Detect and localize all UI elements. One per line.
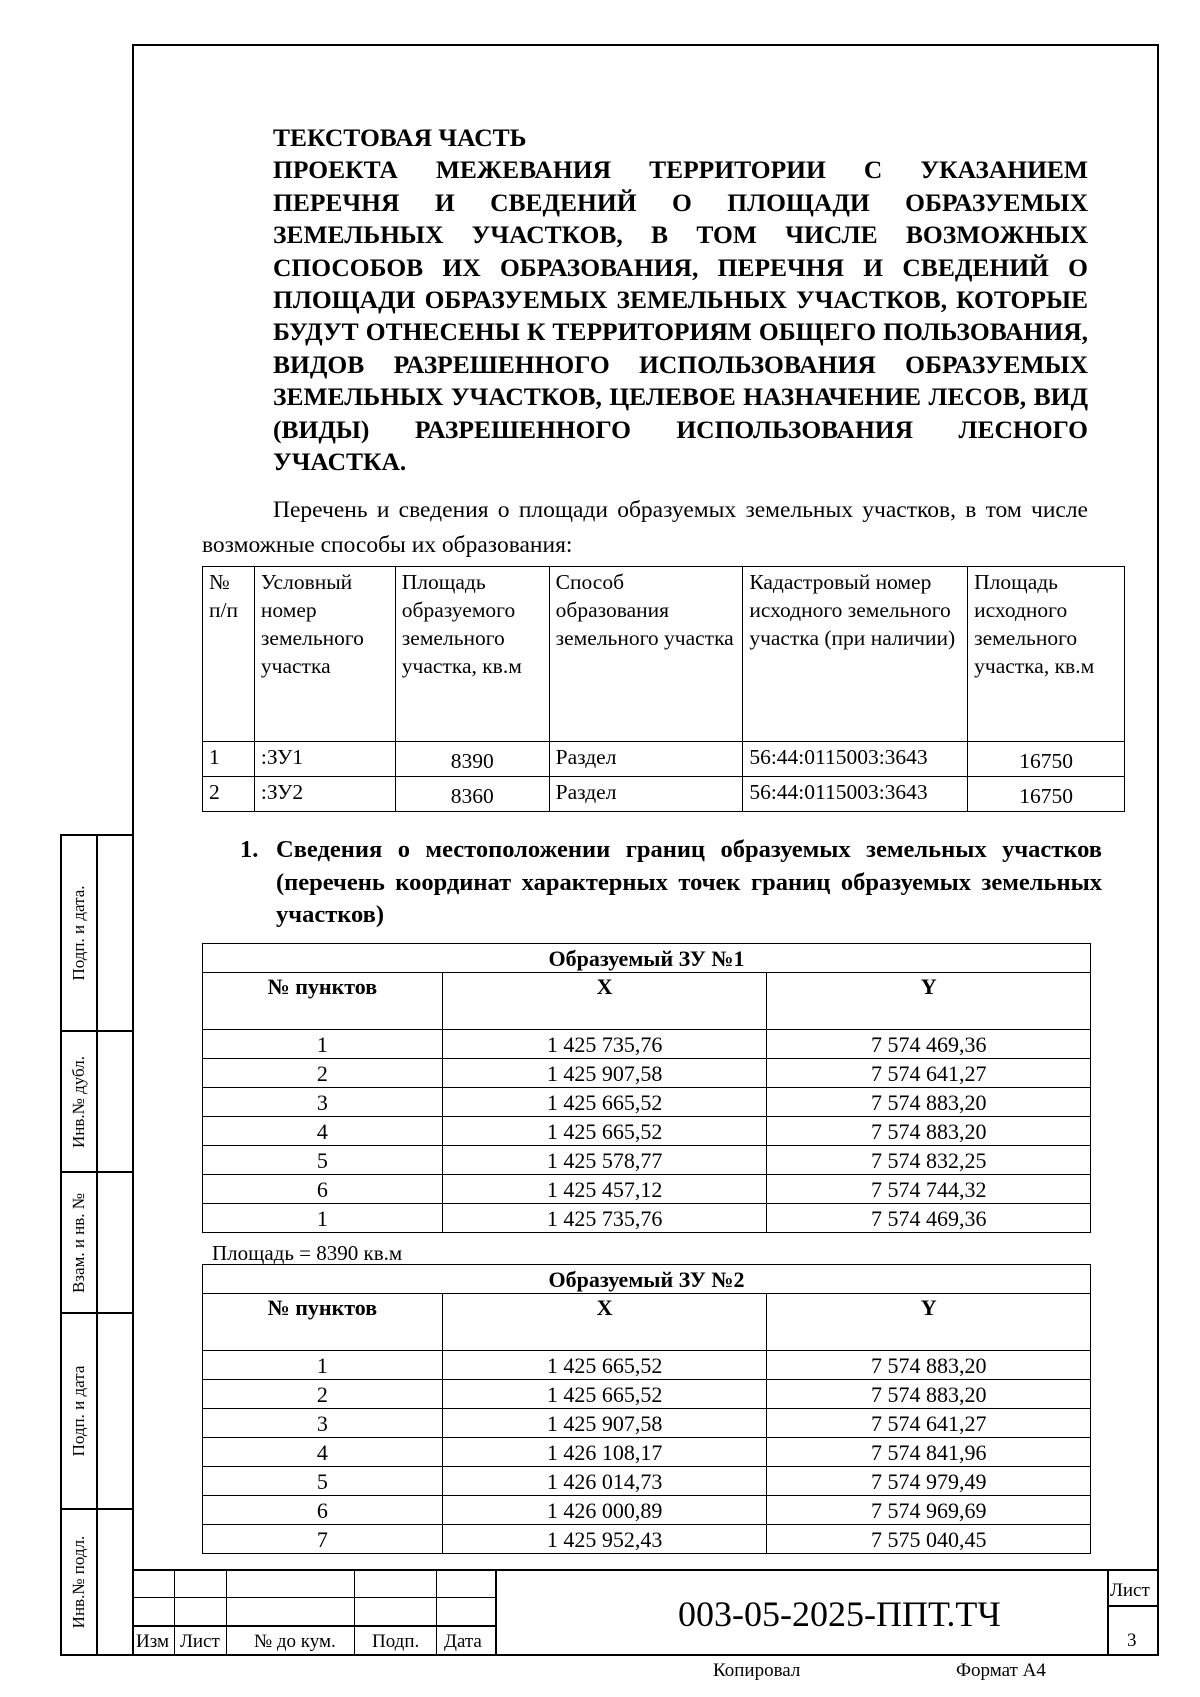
cell: 1 [203, 742, 255, 777]
zu2-col-x: X [442, 1294, 767, 1351]
th-cadastral: Кадастровый номер исходного земельного участка (при наличии) [743, 567, 968, 742]
table-row [203, 1351, 1091, 1380]
table-row [203, 1146, 1091, 1175]
side-cell-vzam [60, 1171, 134, 1314]
zu1-title: Образуемый ЗУ №1 [203, 944, 1091, 973]
cell: 1 425 578,77 [442, 1146, 767, 1175]
cell: :ЗУ2 [254, 777, 395, 812]
cell: 7 574 883,20 [767, 1088, 1091, 1117]
cell: 7 [203, 1525, 443, 1554]
cell: 16750 [968, 777, 1125, 812]
cell: 6 [203, 1175, 443, 1204]
section-title: Сведения о местоположении границ образуемых земельных участков (перечень координат характерных точек границ образуемых земельных участков) [276, 836, 1102, 928]
th-source-area: Площадь исходного земельного участка, кв.м [968, 567, 1125, 742]
document-code: 003-05-2025-ППТ.ТЧ [678, 1594, 1001, 1634]
table-row [203, 1175, 1091, 1204]
cell: 1 425 665,52 [442, 1351, 767, 1380]
cell: 1 [203, 1204, 443, 1233]
tb-podp: Подп. [372, 1631, 420, 1652]
side-cell-sign-date [60, 834, 134, 1032]
cell: Раздел [549, 742, 743, 777]
side-label-inv-dubl: Инв.№ дубл. [69, 1055, 88, 1148]
heading-body: ПРОЕКТА МЕЖЕВАНИЯ ТЕРРИТОРИИ С УКАЗАНИЕМ ПЕРЕЧНЯ И СВЕДЕНИЙ О ПЛОЩАДИ ОБРАЗУЕМЫХ ЗЕМЕЛЬНЫХ УЧАСТКОВ, В ТОМ ЧИСЛЕ ВОЗМОЖНЫХ СПОСОБОВ ИХ ОБРАЗОВАНИЯ, ПЕРЕЧНЯ И СВЕДЕНИЙ О ПЛОЩАДИ ОБРАЗУЕМЫХ ЗЕМЕЛЬНЫХ УЧАСТКОВ, КОТОРЫЕ БУДУТ ОТНЕСЕНЫ К ТЕРРИТОРИЯМ ОБЩЕГО ПОЛЬЗОВАНИЯ, ВИДОВ РАЗРЕШЕННОГО ИСПОЛЬЗОВАНИЯ ОБРАЗУЕМЫХ ЗЕМЕЛЬНЫХ УЧАСТКОВ, ЦЕЛЕВОЕ НАЗНАЧЕНИЕ ЛЕСОВ, ВИД (ВИДЫ) РАЗРЕШЕННОГО ИСПОЛЬЗОВАНИЯ ЛЕСНОГО УЧАСТКА. [273, 155, 1088, 477]
cell: 7 574 883,20 [767, 1117, 1091, 1146]
intro-text: Перечень и сведения о площади образуемых земельных участков, в том числе возможные способы их образования: [202, 497, 1088, 558]
footer-copied: Копировал [713, 1660, 801, 1681]
table-row [203, 1496, 1091, 1525]
cell: 4 [203, 1117, 443, 1146]
cell: 7 574 469,36 [767, 1204, 1091, 1233]
cell: 1 425 735,76 [442, 1204, 767, 1233]
cell: 1 426 014,73 [442, 1467, 767, 1496]
cell: 5 [203, 1146, 443, 1175]
heading-line-1: ТЕКСТОВАЯ ЧАСТЬ [273, 123, 527, 152]
cell: 7 574 979,49 [767, 1467, 1091, 1496]
tb-data: Дата [444, 1631, 482, 1652]
cell: 7 575 040,45 [767, 1525, 1091, 1554]
table-row [203, 1059, 1091, 1088]
footer-format: Формат А4 [956, 1660, 1046, 1681]
side-label-inv-podl: Инв.№ подл. [69, 1535, 88, 1629]
cell: 7 574 641,27 [767, 1059, 1091, 1088]
cell: 8390 [395, 742, 549, 777]
section-heading [240, 834, 1102, 932]
intro-paragraph [202, 493, 1088, 563]
cell: 3 [203, 1088, 443, 1117]
cell: 56:44:0115003:3643 [743, 742, 968, 777]
cell: 7 574 832,25 [767, 1146, 1091, 1175]
cell: 16750 [968, 742, 1125, 777]
table-row [203, 1088, 1091, 1117]
side-cell-sign-date-2 [60, 1312, 134, 1510]
cell: 2 [203, 1059, 443, 1088]
cell: 2 [203, 1380, 443, 1409]
table-row [203, 1117, 1091, 1146]
side-stamp [60, 834, 134, 1656]
cell: 1 425 665,52 [442, 1380, 767, 1409]
cell: 1 [203, 1351, 443, 1380]
side-label-vzam: Взам. и нв. № [69, 1192, 88, 1293]
table-row [203, 1409, 1091, 1438]
side-label-sign-date: Подп. и дата. [69, 885, 88, 981]
zu1-col-no: № пунктов [203, 973, 443, 1030]
table-row [203, 1204, 1091, 1233]
side-cell-inv-dubl [60, 1030, 134, 1173]
cell: 7 574 883,20 [767, 1380, 1091, 1409]
cell: 6 [203, 1496, 443, 1525]
cell: 7 574 883,20 [767, 1351, 1091, 1380]
zu2-title: Образуемый ЗУ №2 [203, 1265, 1091, 1294]
cell: 1 425 735,76 [442, 1030, 767, 1059]
cell: 1 425 907,58 [442, 1059, 767, 1088]
zu2-rows [203, 1351, 1091, 1554]
document-heading [202, 122, 1088, 478]
tb-izm: Изм [136, 1631, 169, 1652]
sheet-number: 3 [1127, 1630, 1137, 1651]
cell: 7 574 969,69 [767, 1496, 1091, 1525]
zu1-rows [203, 1030, 1091, 1233]
side-label-sign-date-2: Подп. и дата [69, 1365, 88, 1457]
th-no: № п/п [203, 567, 255, 742]
cell: 1 425 665,52 [442, 1117, 767, 1146]
cell: 7 574 841,96 [767, 1438, 1091, 1467]
cell: 2 [203, 777, 255, 812]
table-row [203, 1380, 1091, 1409]
title-block [134, 1569, 1157, 1656]
zu1-col-y: Y [767, 973, 1091, 1030]
table-row [203, 1467, 1091, 1496]
cell: 1 425 907,58 [442, 1409, 767, 1438]
plots-table [202, 566, 1125, 812]
zu2-col-y: Y [767, 1294, 1091, 1351]
cell: 7 574 641,27 [767, 1409, 1091, 1438]
table-row [203, 777, 1125, 812]
cell: 1 425 457,12 [442, 1175, 767, 1204]
zu1-area: Площадь = 8390 кв.м [212, 1241, 403, 1265]
th-area: Площадь образуемого земельного участка, кв.м [395, 567, 549, 742]
zu2-coordinates-table [202, 1264, 1091, 1554]
cell: 1 426 108,17 [442, 1438, 767, 1467]
table-row [203, 1438, 1091, 1467]
cell: 5 [203, 1467, 443, 1496]
table-row [203, 1030, 1091, 1059]
zu1-col-x: X [442, 973, 767, 1030]
zu2-col-no: № пунктов [203, 1294, 443, 1351]
table-row [203, 742, 1125, 777]
cell: 1 [203, 1030, 443, 1059]
cell: 8360 [395, 777, 549, 812]
cell: 1 425 665,52 [442, 1088, 767, 1117]
tb-doc-no: № до кум. [254, 1631, 336, 1652]
sheet-label: Лист [1110, 1580, 1150, 1601]
table-row [203, 1525, 1091, 1554]
cell: 4 [203, 1438, 443, 1467]
cell: 1 425 952,43 [442, 1525, 767, 1554]
cell: 3 [203, 1409, 443, 1438]
plots-table-header [203, 567, 1125, 742]
cell: 56:44:0115003:3643 [743, 777, 968, 812]
th-conditional-number: Условный номер земельного участка [254, 567, 395, 742]
cell: Раздел [549, 777, 743, 812]
side-cell-inv-podl [60, 1508, 134, 1656]
zu1-coordinates-table [202, 943, 1091, 1233]
section-number: 1. [240, 836, 259, 863]
cell: :ЗУ1 [254, 742, 395, 777]
tb-list: Лист [180, 1631, 220, 1652]
cell: 7 574 469,36 [767, 1030, 1091, 1059]
th-method: Способ образования земельного участка [549, 567, 743, 742]
cell: 7 574 744,32 [767, 1175, 1091, 1204]
cell: 1 426 000,89 [442, 1496, 767, 1525]
